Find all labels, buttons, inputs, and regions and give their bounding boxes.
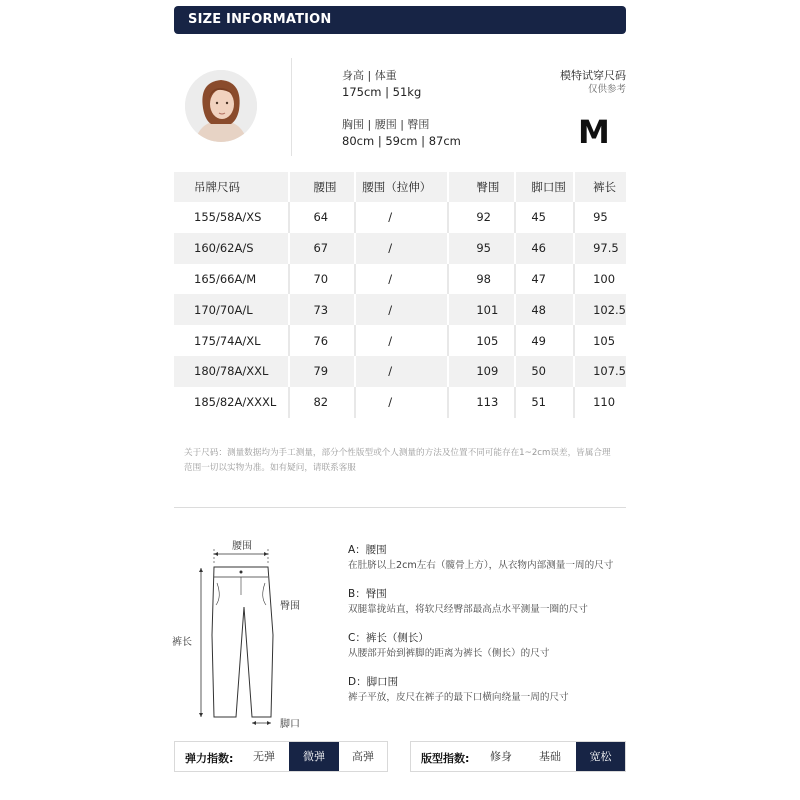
length-label: 裤长 bbox=[172, 637, 192, 648]
table-cell: 46 bbox=[515, 233, 574, 264]
measure-title: B：臀围 bbox=[348, 588, 387, 600]
table-cell: 95 bbox=[448, 233, 515, 264]
table-cell: 105 bbox=[574, 325, 626, 356]
measure-desc: 在肚脐以上2cm左右（髋骨上方），从衣物内部测量一周的尺寸 bbox=[348, 560, 614, 571]
model-size-subtitle: 仅供参考 bbox=[587, 84, 626, 95]
table-cell: 165/66A/M bbox=[174, 264, 289, 295]
table-cell: 67 bbox=[289, 233, 355, 264]
table-cell: 92 bbox=[448, 202, 515, 233]
table-cell: 49 bbox=[515, 325, 574, 356]
size-note bbox=[184, 446, 624, 476]
measure-desc: 裤子平放，皮尺在裤子的最下口横向绕量一周的尺寸 bbox=[348, 692, 569, 703]
table-cell: / bbox=[355, 202, 448, 233]
table-cell: 98 bbox=[448, 264, 515, 295]
model-avatar bbox=[185, 70, 257, 142]
model-measurements-label: 胸围 | 腰围 | 臀围 bbox=[342, 118, 430, 131]
hem-label: 脚口 bbox=[280, 719, 300, 730]
elasticity-label: 弹力指数: bbox=[185, 752, 234, 765]
vertical-divider bbox=[291, 58, 292, 156]
table-cell: 48 bbox=[515, 294, 574, 325]
model-portrait-icon bbox=[185, 70, 257, 142]
table-cell: 97.5 bbox=[574, 233, 626, 264]
hip-label: 臀围 bbox=[280, 601, 300, 612]
table-cell: 100 bbox=[574, 264, 626, 295]
elasticity-option: 高弹 bbox=[352, 750, 374, 763]
table-cell: / bbox=[355, 387, 448, 418]
measure-item bbox=[348, 630, 638, 674]
table-cell: 51 bbox=[515, 387, 574, 418]
table-cell: 107.5 bbox=[574, 356, 626, 387]
table-cell: 170/70A/L bbox=[174, 294, 289, 325]
section-title: SIZE INFORMATION bbox=[188, 12, 332, 27]
fit-option: 修身 bbox=[490, 750, 512, 763]
table-cell: 102.5 bbox=[574, 294, 626, 325]
elasticity-indicator bbox=[174, 741, 388, 772]
measure-title: D：脚口围 bbox=[348, 676, 399, 688]
table-row bbox=[174, 264, 626, 295]
table-cell: 95 bbox=[574, 202, 626, 233]
column-header: 吊牌尺码 bbox=[174, 172, 289, 202]
note-line: 关于尺码：测量数据均为手工测量，部分个性版型或个人测量的方法及位置不同可能存在1~2cm误差，皆属合理 bbox=[184, 448, 611, 458]
table-row bbox=[174, 387, 626, 418]
note-line: 范围一切以实物为准。如有疑问，请联系客服 bbox=[184, 463, 356, 473]
fit-option-selected: 宽松 bbox=[576, 742, 625, 771]
table-cell: 113 bbox=[448, 387, 515, 418]
table-cell: / bbox=[355, 294, 448, 325]
column-header: 裤长 bbox=[574, 172, 626, 202]
table-cell: 50 bbox=[515, 356, 574, 387]
elasticity-option: 无弹 bbox=[253, 750, 275, 763]
column-header: 臀围 bbox=[448, 172, 515, 202]
fit-indicator bbox=[410, 741, 626, 772]
measure-item bbox=[348, 674, 638, 718]
table-cell: 180/78A/XXL bbox=[174, 356, 289, 387]
table-cell: 45 bbox=[515, 202, 574, 233]
table-cell: 175/74A/XL bbox=[174, 325, 289, 356]
measure-item bbox=[348, 542, 638, 586]
column-header: 腰围 bbox=[289, 172, 355, 202]
table-header-row bbox=[174, 172, 626, 202]
measure-desc: 从腰部开始到裤脚的距离为裤长（侧长）的尺寸 bbox=[348, 648, 550, 659]
table-row bbox=[174, 356, 626, 387]
table-cell: 70 bbox=[289, 264, 355, 295]
model-size-value: M bbox=[578, 113, 610, 151]
table-row bbox=[174, 202, 626, 233]
model-measurements-value: 80cm | 59cm | 87cm bbox=[342, 134, 461, 148]
table-cell: 110 bbox=[574, 387, 626, 418]
waist-label: 腰围 bbox=[232, 541, 252, 552]
table-cell: 155/58A/XS bbox=[174, 202, 289, 233]
table-row bbox=[174, 325, 626, 356]
measure-desc: 双腿靠拢站直，将软尺经臀部最高点水平测量一圈的尺寸 bbox=[348, 604, 588, 615]
pants-diagram bbox=[170, 535, 310, 735]
table-cell: / bbox=[355, 264, 448, 295]
table-cell: 47 bbox=[515, 264, 574, 295]
table-cell: 109 bbox=[448, 356, 515, 387]
column-header: 脚口围 bbox=[515, 172, 574, 202]
model-height-weight-label: 身高 | 体重 bbox=[342, 69, 397, 82]
table-row bbox=[174, 294, 626, 325]
table-cell: 79 bbox=[289, 356, 355, 387]
table-cell: 73 bbox=[289, 294, 355, 325]
table-cell: 105 bbox=[448, 325, 515, 356]
horizontal-divider bbox=[174, 507, 626, 508]
table-cell: / bbox=[355, 356, 448, 387]
elasticity-option-selected: 微弹 bbox=[289, 742, 339, 771]
model-size-title: 模特试穿尺码 bbox=[560, 69, 626, 82]
model-height-weight-value: 175cm | 51kg bbox=[342, 85, 422, 99]
table-cell: 76 bbox=[289, 325, 355, 356]
table-row bbox=[174, 233, 626, 264]
measurement-guide bbox=[348, 542, 638, 718]
table-cell: 185/82A/XXXL bbox=[174, 387, 289, 418]
table-cell: / bbox=[355, 233, 448, 264]
measure-title: A：腰围 bbox=[348, 544, 387, 556]
table-cell: 160/62A/S bbox=[174, 233, 289, 264]
fit-option: 基础 bbox=[539, 750, 561, 763]
table-cell: 64 bbox=[289, 202, 355, 233]
header-bar bbox=[174, 6, 626, 34]
column-header: 腰围（拉伸） bbox=[355, 172, 448, 202]
table-cell: / bbox=[355, 325, 448, 356]
table-cell: 82 bbox=[289, 387, 355, 418]
measure-title: C：裤长（侧长） bbox=[348, 632, 429, 644]
table-cell: 101 bbox=[448, 294, 515, 325]
fit-label: 版型指数: bbox=[421, 752, 470, 765]
size-table bbox=[174, 172, 626, 418]
measure-item bbox=[348, 586, 638, 630]
